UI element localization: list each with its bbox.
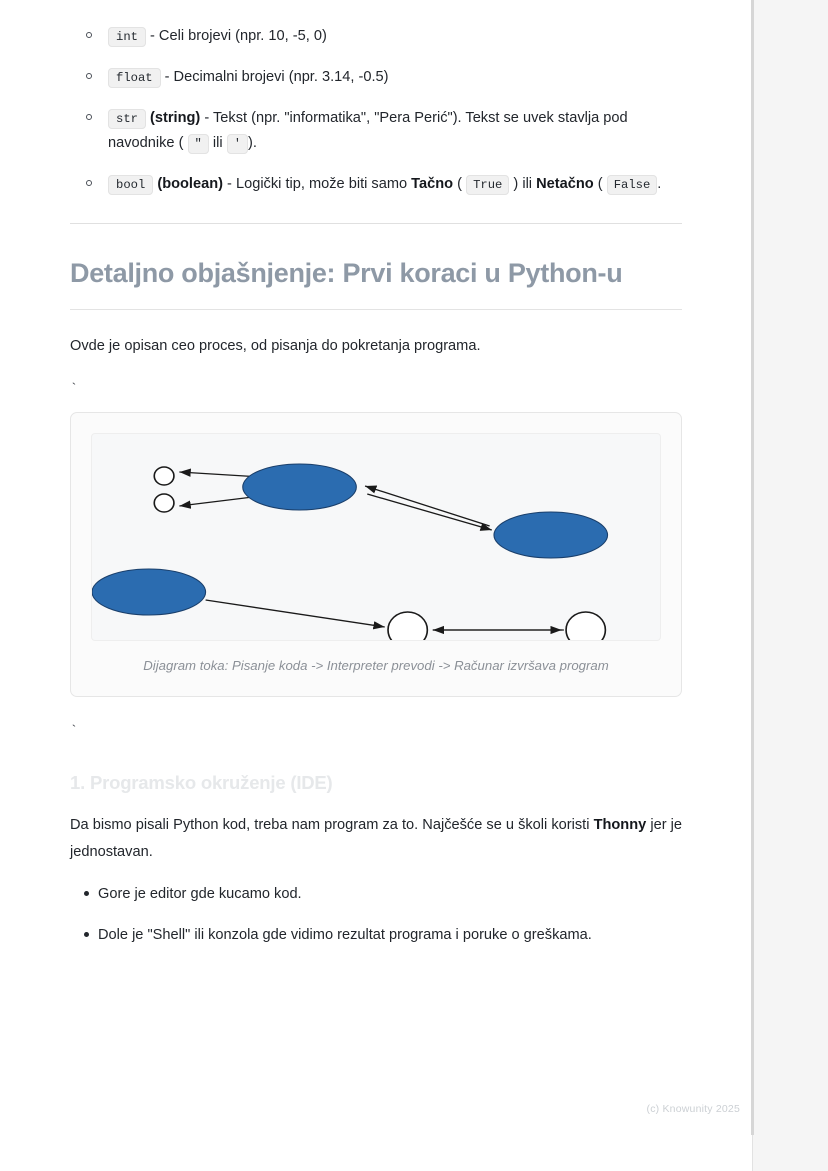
section-intro: Ovde je opisan ceo proces, od pisanja do pokretanja programa. — [70, 337, 481, 354]
open-paren-2: ( — [597, 176, 603, 193]
figure-caption: Dijagram toka: Pisanje koda -> Interpreter prevodi -> Računar izvršava program — [143, 657, 609, 673]
list-item-text: - Celi brojevi (npr. 10, -5, 0) — [145, 28, 327, 44]
list-item — [70, 882, 682, 907]
node-small-circle-1 — [154, 467, 174, 485]
subsection-title: 1. Programsko okruženje (IDE) — [70, 772, 333, 794]
list-item — [70, 106, 682, 156]
list-item-text: - Decimalni brojevi (npr. 3.14, -0.5) — [160, 69, 389, 86]
circle-bullet-icon — [86, 180, 92, 186]
copyright-note: (c) Knowunity 2025 — [646, 1103, 740, 1115]
bool-false-label: Netačno — [536, 176, 594, 193]
node-circle-1 — [388, 612, 427, 641]
thonny-bold: Thonny — [593, 817, 647, 834]
bool-text-end: . — [657, 176, 662, 193]
list-item — [70, 172, 682, 197]
close-paren-or: ) ili — [513, 176, 533, 193]
code-str: str — [108, 109, 146, 129]
code-int: int — [108, 27, 146, 47]
figure-container — [70, 412, 682, 697]
node-ellipse-2 — [494, 512, 608, 558]
list-item-text: - Tekst (npr. "informatika", "Pera Perić"). Tekst se uvek stavlja pod navodnike ( — [108, 110, 628, 152]
node-ellipse-1 — [243, 464, 357, 510]
paragraph-part-2: jer je jednostavan. — [70, 817, 683, 860]
code-true: True — [466, 175, 509, 195]
bool-true-label: Tačno — [411, 176, 454, 193]
scrollbar-gutter[interactable] — [752, 0, 828, 1171]
str-bold-label: (string) — [150, 110, 201, 127]
section-title: Detaljno objašnjenje: Prvi koraci u Python-u — [70, 258, 623, 289]
open-paren: ( — [457, 176, 463, 193]
node-ellipse-3 — [92, 569, 206, 615]
bool-bold-label: (boolean) — [157, 176, 223, 193]
section-divider — [70, 223, 682, 224]
edge-n5-n6 — [206, 600, 385, 627]
title-underline — [70, 309, 682, 310]
flow-diagram-svg — [92, 434, 660, 641]
node-circle-2 — [566, 612, 605, 641]
circle-bullet-icon — [86, 114, 92, 120]
code-single-quote: ' — [227, 134, 248, 154]
list-item — [70, 24, 682, 49]
edge-n4-n3 — [365, 486, 490, 526]
ide-bullets-list — [70, 882, 682, 948]
dot-bullet-icon — [84, 891, 89, 896]
code-bool: bool — [108, 175, 153, 195]
circle-bullet-icon — [86, 73, 92, 79]
str-mid-word: ili — [212, 135, 223, 152]
figure-canvas — [91, 433, 661, 641]
list-item-text: - Logički tip, može biti samo — [223, 176, 412, 193]
code-false: False — [607, 175, 658, 195]
paragraph-part-1: Da bismo pisali Python kod, treba nam program za to. Najčešće se u školi koristi — [70, 817, 594, 834]
str-text-end: ). — [248, 135, 257, 152]
subsection-paragraph — [70, 812, 682, 866]
circle-bullet-icon — [86, 32, 92, 38]
list-item — [70, 923, 682, 948]
code-fence-open: ` — [70, 380, 78, 396]
code-float: float — [108, 68, 161, 88]
code-fence-close: ` — [70, 723, 78, 739]
node-small-circle-2 — [154, 494, 174, 512]
dot-bullet-icon — [84, 932, 89, 937]
code-double-quote: " — [188, 134, 209, 154]
list-item-text: Gore je editor gde kucamo kod. — [98, 885, 302, 902]
list-item-text: Dole je "Shell" ili konzola gde vidimo rezultat programa i poruke o greškama. — [98, 927, 592, 944]
edge-n3-n4 — [367, 494, 492, 530]
list-item — [70, 65, 682, 90]
data-types-list — [70, 24, 682, 197]
